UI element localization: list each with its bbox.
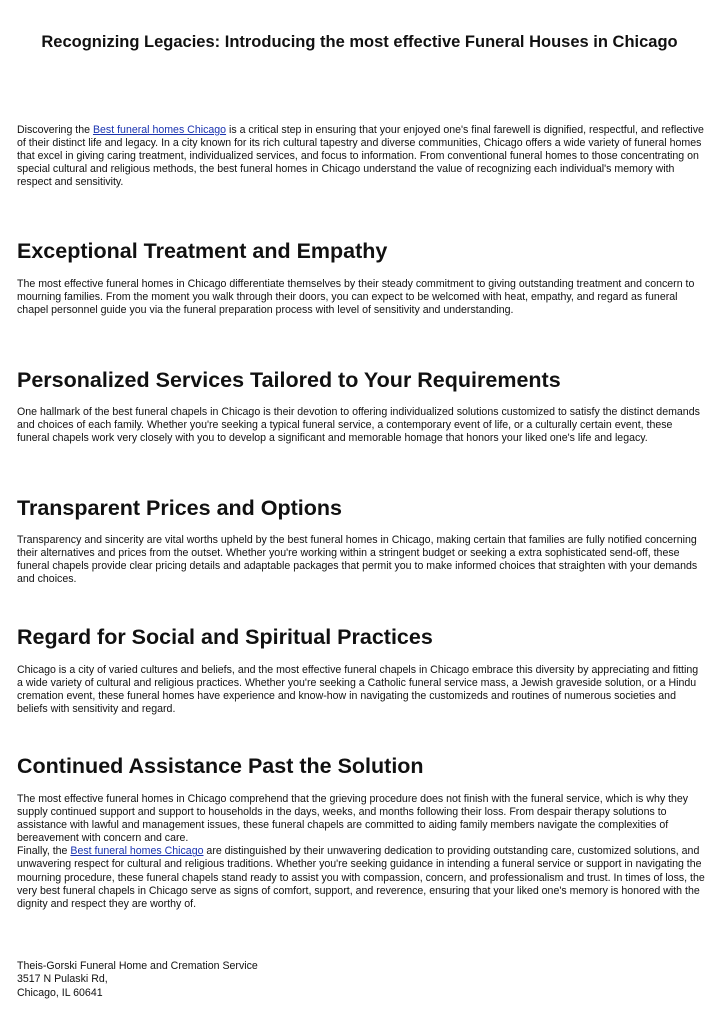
section-heading-traditions: Regard for Social and Spiritual Practices	[17, 625, 433, 649]
page-title: Recognizing Legacies: Introducing the most effective Funeral Houses in Chicago	[41, 33, 678, 51]
section-body-traditions: Chicago is a city of varied cultures and beliefs, and the most effective funeral chapels in Chicago embrace this diversity by appreciating and fitting a wide variety of cultural and religious practices. Whether you're seeking a Catholic funeral service mass, a Jewish graveside solution, or a Hindu cremation event, these funeral homes have experience and know-how in navigating the customizeds and routines of numerous societies and beliefs with sensitivity and regard.	[17, 664, 699, 716]
section-heading-support: Continued Assistance Past the Solution	[17, 754, 424, 778]
section-heading-personalized: Personalized Services Tailored to Your Requirements	[17, 368, 561, 392]
finally-text-before: Finally, the	[17, 845, 71, 858]
intro-paragraph	[17, 124, 705, 189]
business-name: Theis-Gorski Funeral Home and Cremation Service	[17, 960, 258, 972]
intro-text-before: Discovering the	[17, 124, 93, 136]
section-body-pricing: Transparency and sincerity are vital worths upheld by the best funeral homes in Chicago, making certain that families are fully notified concerning their alternatives and prices from the outset. Whether you're working within a stringent budget or seeking a extra sophisticated send-off, these funeral chapels provide clear pricing details and adaptable packages that permit you to make informed choices that straighten with your demands and choices.	[17, 534, 698, 586]
section-body-personalized: One hallmark of the best funeral chapels in Chicago is their devotion to offering individualized solutions customized to satisfy the distinct demands and choices of each family. Whether you're seeking a typical funeral service, a contemporary event of life, or a culturally certain event, these funeral chapels work very closely with you to develop a significant and memorable homage that honors your liked one's life and legacy.	[17, 406, 700, 445]
intro-text-after: is a critical step in ensuring that your enjoyed one's final farewell is dignified, respectful, and reflective of their distinct life and legacy. In a city known for its rich cultural tapestry and diverse communities, Chicago offers a wide variety of funeral homes that excel in giving caring treatment, individualized services, and focus to information. From conventional funeral homes to those concentrating on special cultural and religious methods, the best funeral homes in Chicago understand the value of recognizing each individual's memory with respect and sensitivity.	[17, 124, 704, 189]
section-heading-care: Exceptional Treatment and Empathy	[17, 239, 388, 263]
best-funeral-homes-link[interactable]: Best funeral homes Chicago	[92, 124, 227, 136]
section-body-support	[17, 793, 705, 911]
street-address: 3517 N Pulaski Rd,	[17, 973, 108, 986]
best-funeral-homes-link-2[interactable]: Best funeral homes Chicago	[70, 845, 204, 858]
support-text: The most effective funeral homes in Chicago comprehend that the grieving procedure does not finish with the funeral service, which is why they supply continued support and support to households in the days, weeks, and months following their loss. From despair therapy solutions to assistance with lawful and management issues, these funeral chapels are committed to aiding family members navigate the complexities of bereavement with concern and care.	[17, 793, 689, 845]
address-block	[17, 960, 417, 1000]
finally-text-after: are distinguished by their unwavering dedication to providing outstanding care, customized solutions, and unwavering respect for cultural and religious traditions. Whether you're seeking guidance in intending a funeral service or support in navigating the mourning procedure, these funeral chapels stand ready to assist you with compassion, concern, and professionalism and trust. In times of loss, the very best funeral chapels in Chicago serve as signs of comfort, support, and reverence, ensuring that your liked one's memory is honored with the dignity and respect they are worthy of.	[17, 845, 705, 910]
section-heading-pricing: Transparent Prices and Options	[17, 496, 342, 520]
city-state-zip: Chicago, IL 60641	[17, 986, 103, 999]
section-body-care: The most effective funeral homes in Chicago differentiate themselves by their steady commitment to giving outstanding treatment and concern to mourning families. From the moment you walk through their doors, you can expect to be welcomed with heat, empathy, and regard as funeral chapel personnel guide you via the funeral preparation process with level of sensitivity and understanding.	[17, 278, 695, 317]
